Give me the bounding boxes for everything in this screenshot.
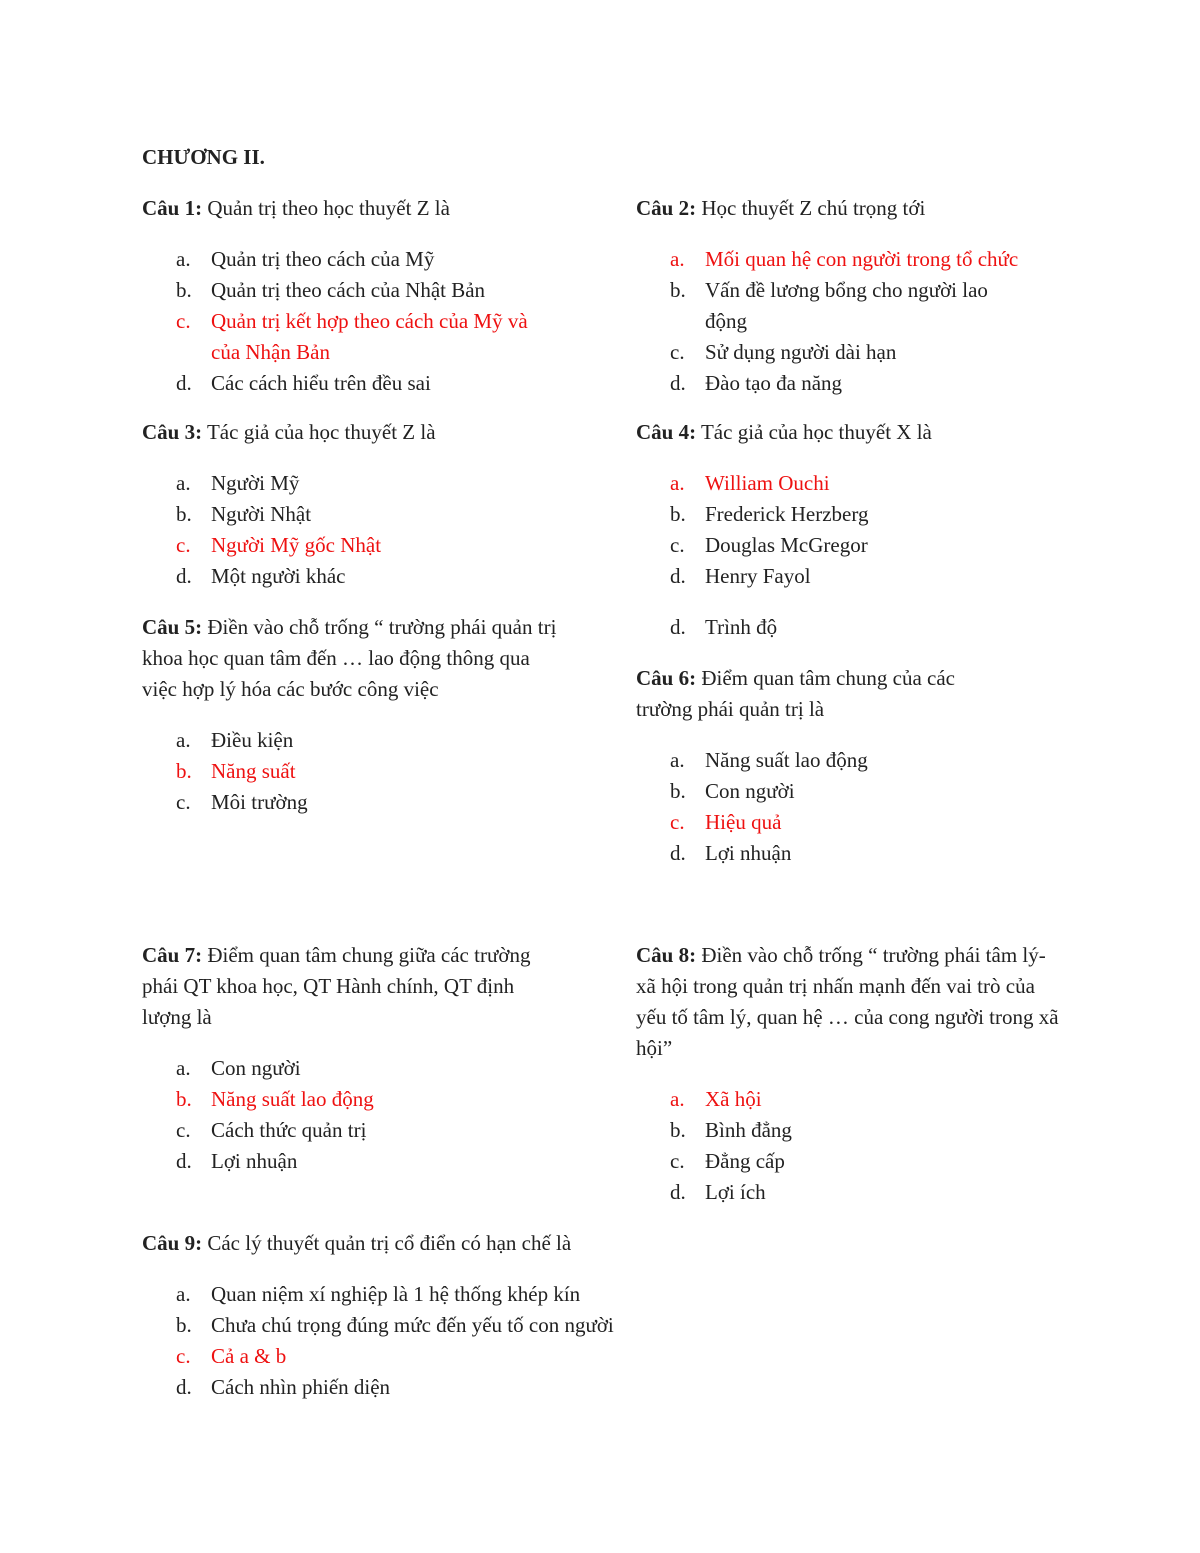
- answer-text: Hiệu quả: [705, 810, 782, 834]
- answer-list: [636, 1084, 1061, 1208]
- answer-text: Một người khác: [211, 564, 346, 588]
- answer-c: [142, 1115, 557, 1146]
- question-prompt: [142, 417, 562, 448]
- chapter-heading: CHƯƠNG II.: [142, 145, 265, 169]
- answer-text: Năng suất lao động: [705, 748, 868, 772]
- answer-d: [636, 1177, 1061, 1208]
- answer-a: [142, 1053, 557, 1084]
- answer-letter: b.: [670, 278, 686, 302]
- answer-d: [636, 612, 1076, 643]
- answer-letter: c.: [670, 533, 685, 557]
- answer-text: Đẳng cấp: [705, 1149, 785, 1173]
- answer-letter: c.: [176, 1118, 191, 1142]
- answer-letter: c.: [176, 533, 191, 557]
- answer-text: Lợi nhuận: [705, 841, 792, 865]
- answer-list: [636, 468, 1076, 592]
- answer-list: [142, 725, 567, 818]
- answer-text: Quản trị theo cách của Mỹ: [211, 247, 435, 271]
- answer-text: Sử dụng người dài hạn: [705, 340, 897, 364]
- question-3: [142, 417, 562, 592]
- question-number: Câu 3:: [142, 420, 203, 444]
- answer-letter: b.: [670, 502, 686, 526]
- question-2: [636, 193, 1076, 399]
- question-text: Điểm quan tâm chung giữa các trường phái QT khoa học, QT Hành chính, QT định lượng là: [142, 943, 531, 1029]
- answer-text: Cách nhìn phiến diện: [211, 1375, 391, 1399]
- question-number: Câu 7:: [142, 943, 203, 967]
- answer-letter: a.: [670, 1087, 685, 1111]
- answer-b: [636, 275, 1025, 337]
- answer-text: Vấn đề lương bổng cho người lao động: [705, 278, 988, 333]
- answer-c: [636, 530, 1076, 561]
- answer-text: Các cách hiểu trên đều sai: [211, 371, 431, 395]
- answer-letter: a.: [176, 247, 191, 271]
- answer-letter: c.: [176, 790, 191, 814]
- answer-b: [636, 776, 1016, 807]
- answer-b: [142, 275, 562, 306]
- answer-letter: b.: [176, 502, 192, 526]
- question-text: Học thuyết Z chú trọng tới: [701, 196, 926, 220]
- answer-a-correct: [636, 1084, 1061, 1115]
- answer-list: [142, 244, 562, 399]
- question-number: Câu 8:: [636, 943, 697, 967]
- answer-c-correct: [142, 306, 562, 368]
- answer-text: Năng suất: [211, 759, 296, 783]
- answer-text: Cả a & b: [211, 1344, 287, 1368]
- question-8: [636, 940, 1061, 1208]
- answer-list: [142, 1053, 557, 1177]
- question-prompt: [636, 940, 1061, 1064]
- answer-d: [636, 561, 1076, 592]
- answer-letter: a.: [176, 471, 191, 495]
- answer-letter: d.: [670, 841, 686, 865]
- answer-text: Bình đẳng: [705, 1118, 792, 1142]
- question-text: Điền vào chỗ trống “ trường phái quản trị khoa học quan tâm đến … lao động thông qua việc hợp lý hóa các bước công việc: [142, 615, 557, 701]
- answer-text: Frederick Herzberg: [705, 502, 869, 526]
- question-number: Câu 2:: [636, 196, 697, 220]
- answer-letter: c.: [670, 1149, 685, 1173]
- answer-letter: c.: [176, 1344, 191, 1368]
- answer-letter: b.: [176, 1313, 192, 1337]
- question-prompt: [142, 940, 557, 1033]
- answer-list: [636, 745, 1016, 869]
- answer-text: Điều kiện: [211, 728, 294, 752]
- answer-text: Quan niệm xí nghiệp là 1 hệ thống khép kín: [211, 1282, 581, 1306]
- question-4: [636, 417, 1076, 592]
- question-9: [142, 1228, 762, 1403]
- answer-b-correct: [142, 756, 567, 787]
- answer-c-correct: [142, 530, 562, 561]
- answer-letter: d.: [176, 1375, 192, 1399]
- answer-letter: a.: [176, 1282, 191, 1306]
- answer-text: Lợi nhuận: [211, 1149, 298, 1173]
- answer-b: [636, 1115, 1061, 1146]
- answer-letter: c.: [670, 340, 685, 364]
- answer-text: Năng suất lao động: [211, 1087, 374, 1111]
- question-text: Điểm quan tâm chung của các trường phái quản trị là: [636, 666, 955, 721]
- answer-text: Xã hội: [705, 1087, 762, 1111]
- question-prompt: [142, 1228, 762, 1259]
- answer-letter: a.: [670, 748, 685, 772]
- question-prompt: [142, 193, 562, 224]
- answer-text: Đào tạo đa năng: [705, 371, 843, 395]
- question-5: [142, 612, 567, 818]
- answer-c: [142, 787, 567, 818]
- answer-letter: d.: [670, 1180, 686, 1204]
- answer-a-correct: [636, 244, 1076, 275]
- question-text: Tác giả của học thuyết Z là: [206, 420, 436, 444]
- answer-letter: a.: [670, 471, 685, 495]
- answer-letter: d.: [670, 371, 686, 395]
- question-1: [142, 193, 562, 399]
- question-text: Điền vào chỗ trống “ trường phái tâm lý-xã hội trong quản trị nhấn mạnh đến vai trò của yếu tố tâm lý, quan hệ … của cong người trong xã hội”: [636, 943, 1059, 1060]
- answer-letter: a.: [670, 247, 685, 271]
- answer-text: Mối quan hệ con người trong tổ chức: [705, 247, 1019, 271]
- question-prompt: [636, 663, 1016, 725]
- answer-letter: b.: [670, 779, 686, 803]
- answer-text: Henry Fayol: [705, 564, 811, 588]
- answer-letter: d.: [176, 1149, 192, 1173]
- question-number: Câu 6:: [636, 666, 697, 690]
- question-text: Tác giả của học thuyết X là: [700, 420, 932, 444]
- question-prompt: [636, 193, 1076, 224]
- answer-text: Quản trị kết hợp theo cách của Mỹ và của Nhận Bản: [211, 309, 528, 364]
- answer-text: Douglas McGregor: [705, 533, 868, 557]
- answer-list: [142, 1279, 762, 1403]
- answer-text: Môi trường: [211, 790, 308, 814]
- answer-c-correct: [636, 807, 1016, 838]
- answer-text: Lợi ích: [705, 1180, 766, 1204]
- question-number: Câu 5:: [142, 615, 203, 639]
- answer-letter: b.: [670, 1118, 686, 1142]
- answer-text: Người Mỹ gốc Nhật: [211, 533, 382, 557]
- answer-c: [636, 1146, 1061, 1177]
- answer-a: [142, 244, 562, 275]
- answer-letter: d.: [176, 371, 192, 395]
- question-7: [142, 940, 557, 1177]
- question-prompt: [142, 612, 567, 705]
- answer-a: [142, 468, 562, 499]
- answer-letter: b.: [176, 278, 192, 302]
- answer-text: Con người: [211, 1056, 301, 1080]
- answer-text: Người Nhật: [211, 502, 312, 526]
- answer-d: [636, 838, 1016, 869]
- answer-c-correct: [142, 1341, 762, 1372]
- answer-d: [636, 368, 1076, 399]
- question-number: Câu 1:: [142, 196, 203, 220]
- question-6: [636, 663, 1016, 869]
- answer-d: [142, 1146, 557, 1177]
- answer-list: [142, 468, 562, 592]
- answer-c: [636, 337, 1076, 368]
- answer-letter: d.: [670, 615, 686, 639]
- question-text: Các lý thuyết quản trị cổ điển có hạn chế là: [207, 1231, 572, 1255]
- answer-letter: c.: [176, 309, 191, 333]
- answer-d: [142, 368, 562, 399]
- answer-letter: b.: [176, 759, 192, 783]
- answer-letter: a.: [176, 728, 191, 752]
- answer-d: [142, 561, 562, 592]
- answer-letter: b.: [176, 1087, 192, 1111]
- answer-text: William Ouchi: [705, 471, 830, 495]
- answer-text: Trình độ: [705, 615, 778, 639]
- answer-a: [636, 745, 1016, 776]
- answer-list: [636, 244, 1076, 399]
- answer-text: Cách thức quản trị: [211, 1118, 367, 1142]
- answer-a: [142, 1279, 762, 1310]
- answer-a-correct: [636, 468, 1076, 499]
- answer-text: Người Mỹ: [211, 471, 300, 495]
- answer-letter: a.: [176, 1056, 191, 1080]
- question-text: Quản trị theo học thuyết Z là: [207, 196, 450, 220]
- answer-a: [142, 725, 567, 756]
- answer-b: [142, 1310, 762, 1341]
- answer-list: [636, 612, 1076, 643]
- question-5-continued: [636, 612, 1076, 643]
- answer-b: [142, 499, 562, 530]
- answer-letter: d.: [176, 564, 192, 588]
- question-number: Câu 9:: [142, 1231, 203, 1255]
- answer-text: Quản trị theo cách của Nhật Bản: [211, 278, 486, 302]
- answer-text: Con người: [705, 779, 795, 803]
- answer-d: [142, 1372, 762, 1403]
- question-prompt: [636, 417, 1076, 448]
- answer-letter: c.: [670, 810, 685, 834]
- question-number: Câu 4:: [636, 420, 697, 444]
- answer-text: Chưa chú trọng đúng mức đến yếu tố con người: [211, 1313, 614, 1337]
- answer-b-correct: [142, 1084, 557, 1115]
- answer-b: [636, 499, 1076, 530]
- answer-letter: d.: [670, 564, 686, 588]
